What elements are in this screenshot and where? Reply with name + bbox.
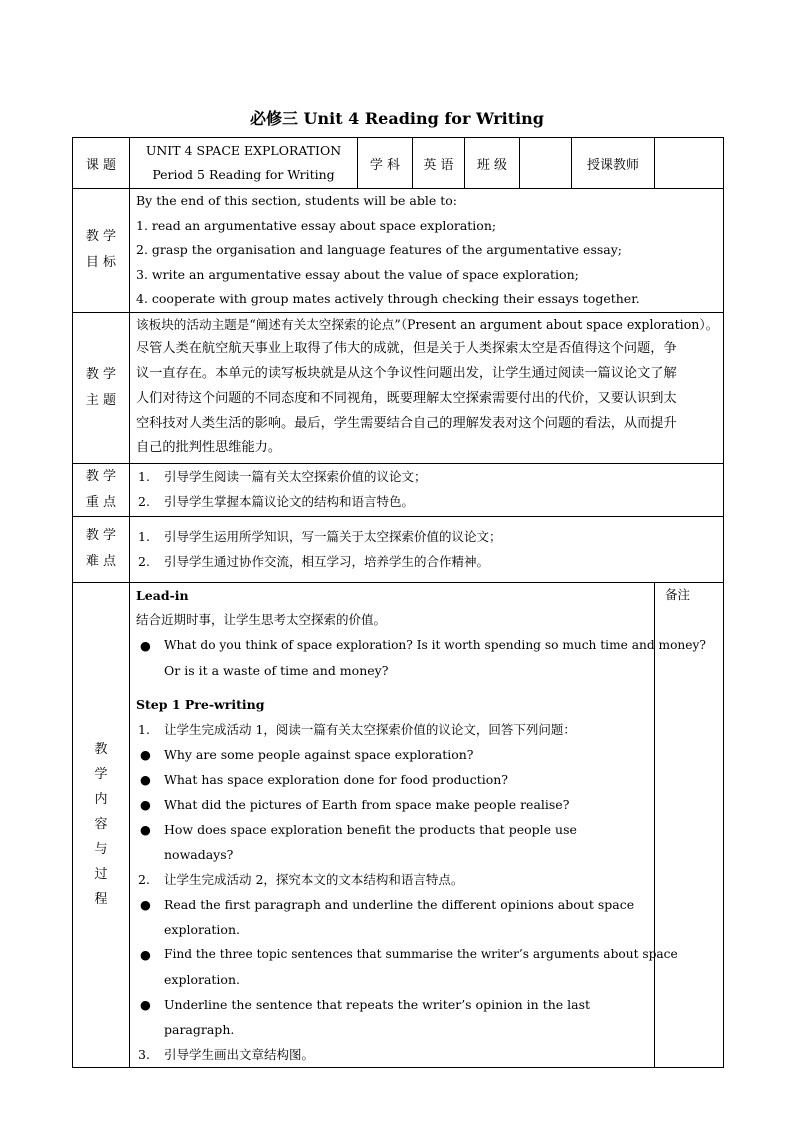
bullet-text: Or is it a waste of time and money? xyxy=(164,662,389,678)
process-label-char: 学 xyxy=(94,767,108,783)
task-text: 引导学生画出文章结构图。 xyxy=(164,1047,315,1062)
task3 xyxy=(136,1042,650,1067)
process-label-char: 过 xyxy=(94,867,108,883)
task2 xyxy=(136,867,650,892)
task-text: 让学生完成活动 2，探究本文的文本结构和语言特点。 xyxy=(164,872,464,887)
difficulties-label xyxy=(73,516,130,582)
objective-line: 4. cooperate with group mates actively through checking their essays together. xyxy=(136,291,640,306)
key-points-row xyxy=(73,463,724,516)
bullet-icon: ● xyxy=(140,822,151,837)
key-points-label-bottom: 重 点 xyxy=(85,494,117,510)
objective-line: 3. write an argumentative essay about the value of space exploration; xyxy=(136,266,579,282)
item-text: 引导学生通过协作交流，相互学习，培养学生的合作精神。 xyxy=(164,554,490,569)
task1-question xyxy=(136,792,650,817)
theme-row xyxy=(73,312,724,463)
question-text: What did the pictures of Earth from space make people realise? xyxy=(164,797,570,812)
course-label: 课 题 xyxy=(73,138,130,189)
task-number: 3. xyxy=(138,1047,150,1062)
course-title-cell xyxy=(130,138,358,189)
item-number: 1. xyxy=(138,468,150,484)
task2-item xyxy=(136,892,650,942)
theme-line: 该板块的活动主题是“阐述有关太空探索的论点”（Present an argument about space exploration）。 xyxy=(136,316,719,332)
key-points-label xyxy=(73,463,130,516)
item-number: 2. xyxy=(138,493,150,509)
leadin-bullet xyxy=(136,633,706,683)
objectives-content xyxy=(130,189,724,313)
leadin-heading: Lead-in xyxy=(136,587,189,603)
process-label-char: 内 xyxy=(94,792,108,808)
key-points-content xyxy=(130,463,724,516)
item-text: 引导学生掌握本篇议论文的结构和语言特色。 xyxy=(164,493,415,509)
bullet-icon: ● xyxy=(140,897,151,912)
bullet-icon: ● xyxy=(140,947,151,962)
item-text: 引导学生运用所学知识，写一篇关于太空探索价值的议论文； xyxy=(164,529,502,544)
item-text: Underline the sentence that repeats the writer’s opinion in the last paragraph. xyxy=(164,997,591,1037)
theme-label xyxy=(73,312,130,463)
bullet-icon: ● xyxy=(140,797,151,812)
notes-label: 备注 xyxy=(665,586,691,602)
question-text: Why are some people against space exploration? xyxy=(164,747,474,762)
teacher-label: 授课教师 xyxy=(572,138,655,189)
task1-question xyxy=(136,817,650,867)
objectives-label-bottom: 目 标 xyxy=(85,255,117,271)
process-label xyxy=(73,582,130,1068)
key-point-item xyxy=(136,489,719,514)
objective-line: 1. read an argumentative essay about space exploration; xyxy=(136,217,497,233)
difficulty-item xyxy=(136,549,719,574)
question-text: How does space exploration benefit the products that people use nowadays? xyxy=(164,822,577,862)
item-text: exploration. xyxy=(164,972,240,987)
difficulties-label-top: 教 学 xyxy=(85,528,117,543)
theme-label-bottom: 主 题 xyxy=(85,392,117,408)
objectives-label-top: 教 学 xyxy=(85,229,117,245)
theme-line: 自己的批判性思维能力。 xyxy=(136,440,282,456)
class-value xyxy=(520,138,572,189)
theme-label-top: 教 学 xyxy=(85,366,117,382)
bullet-text: What do you think of space exploration? Is it worth spending so much time and money? xyxy=(164,637,706,652)
header-row xyxy=(73,138,724,189)
difficulty-item xyxy=(136,524,719,549)
theme-line: 人们对待这个问题的不同态度和不同视角，既要理解太空探索需要付出的代价，又要认识到太 xyxy=(136,390,677,406)
objective-line: By the end of this section, students will be able to: xyxy=(136,193,458,208)
process-label-char: 程 xyxy=(94,892,108,908)
item-text: Find the three topic sentences that summarise the writer’s arguments about space xyxy=(164,947,678,961)
difficulties-content xyxy=(130,516,724,582)
task-number: 2. xyxy=(138,872,150,887)
theme-line: 尽管人类在航空航天事业上取得了伟大的成就，但是关于人类探索太空是否值得这个问题，争 xyxy=(136,341,677,357)
course-unit: UNIT 4 SPACE EXPLORATION xyxy=(145,143,342,158)
class-label: 班 级 xyxy=(465,138,520,189)
task2-item xyxy=(136,942,678,992)
key-point-item xyxy=(136,464,719,489)
bullet-icon: ● xyxy=(140,772,151,787)
item-text: 引导学生阅读一篇有关太空探索价值的议论文； xyxy=(164,468,427,484)
process-label-char: 与 xyxy=(94,842,108,858)
course-period: Period 5 Reading for Writing xyxy=(152,167,335,182)
task1-question xyxy=(136,742,650,767)
theme-content xyxy=(130,312,724,463)
process-row xyxy=(73,582,724,1068)
step1-heading: Step 1 Pre-writing xyxy=(136,696,265,712)
task1 xyxy=(136,717,650,742)
item-text: Read the first paragraph and underline the different opinions about space exploration. xyxy=(164,897,635,937)
task2-item xyxy=(136,992,650,1042)
theme-line: 议一直存在。本单元的读写板块就是从这个争议性问题出发，让学生通过阅读一篇议论文了解 xyxy=(136,366,677,382)
task-text: 让学生完成活动 1，阅读一篇有关太空探索价值的议论文，回答下列问题： xyxy=(164,722,576,737)
bullet-icon: ● xyxy=(140,747,151,762)
question-text: What has space exploration done for food production? xyxy=(164,772,509,787)
task-number: 1. xyxy=(138,722,150,737)
bullet-icon: ● xyxy=(140,637,151,653)
objective-line: 2. grasp the organisation and language features of the argumentative essay; xyxy=(136,242,623,257)
item-number: 2. xyxy=(138,554,150,569)
process-label-char: 教 xyxy=(94,742,108,758)
objectives-label xyxy=(73,189,130,313)
teacher-value xyxy=(655,138,724,189)
document-title: 必修三 Unit 4 Reading for Writing xyxy=(249,109,544,128)
objectives-row xyxy=(73,189,724,313)
lesson-plan-table xyxy=(72,137,724,1068)
item-number: 1. xyxy=(138,529,150,544)
key-points-label-top: 教 学 xyxy=(85,468,117,484)
difficulties-label-bottom: 难 点 xyxy=(85,554,117,569)
difficulties-row xyxy=(73,516,724,582)
process-label-char: 容 xyxy=(94,817,108,833)
leadin-text: 结合近期时事，让学生思考太空探索的价值。 xyxy=(136,612,387,627)
theme-line: 空科技对人类生活的影响。最后，学生需要结合自己的理解发表对这个问题的看法，从而提升 xyxy=(136,415,677,431)
subject-value: 英 语 xyxy=(413,138,465,189)
task1-question xyxy=(136,767,650,792)
notes-cell xyxy=(655,582,724,1068)
bullet-icon: ● xyxy=(140,997,151,1012)
subject-label: 学 科 xyxy=(358,138,413,189)
